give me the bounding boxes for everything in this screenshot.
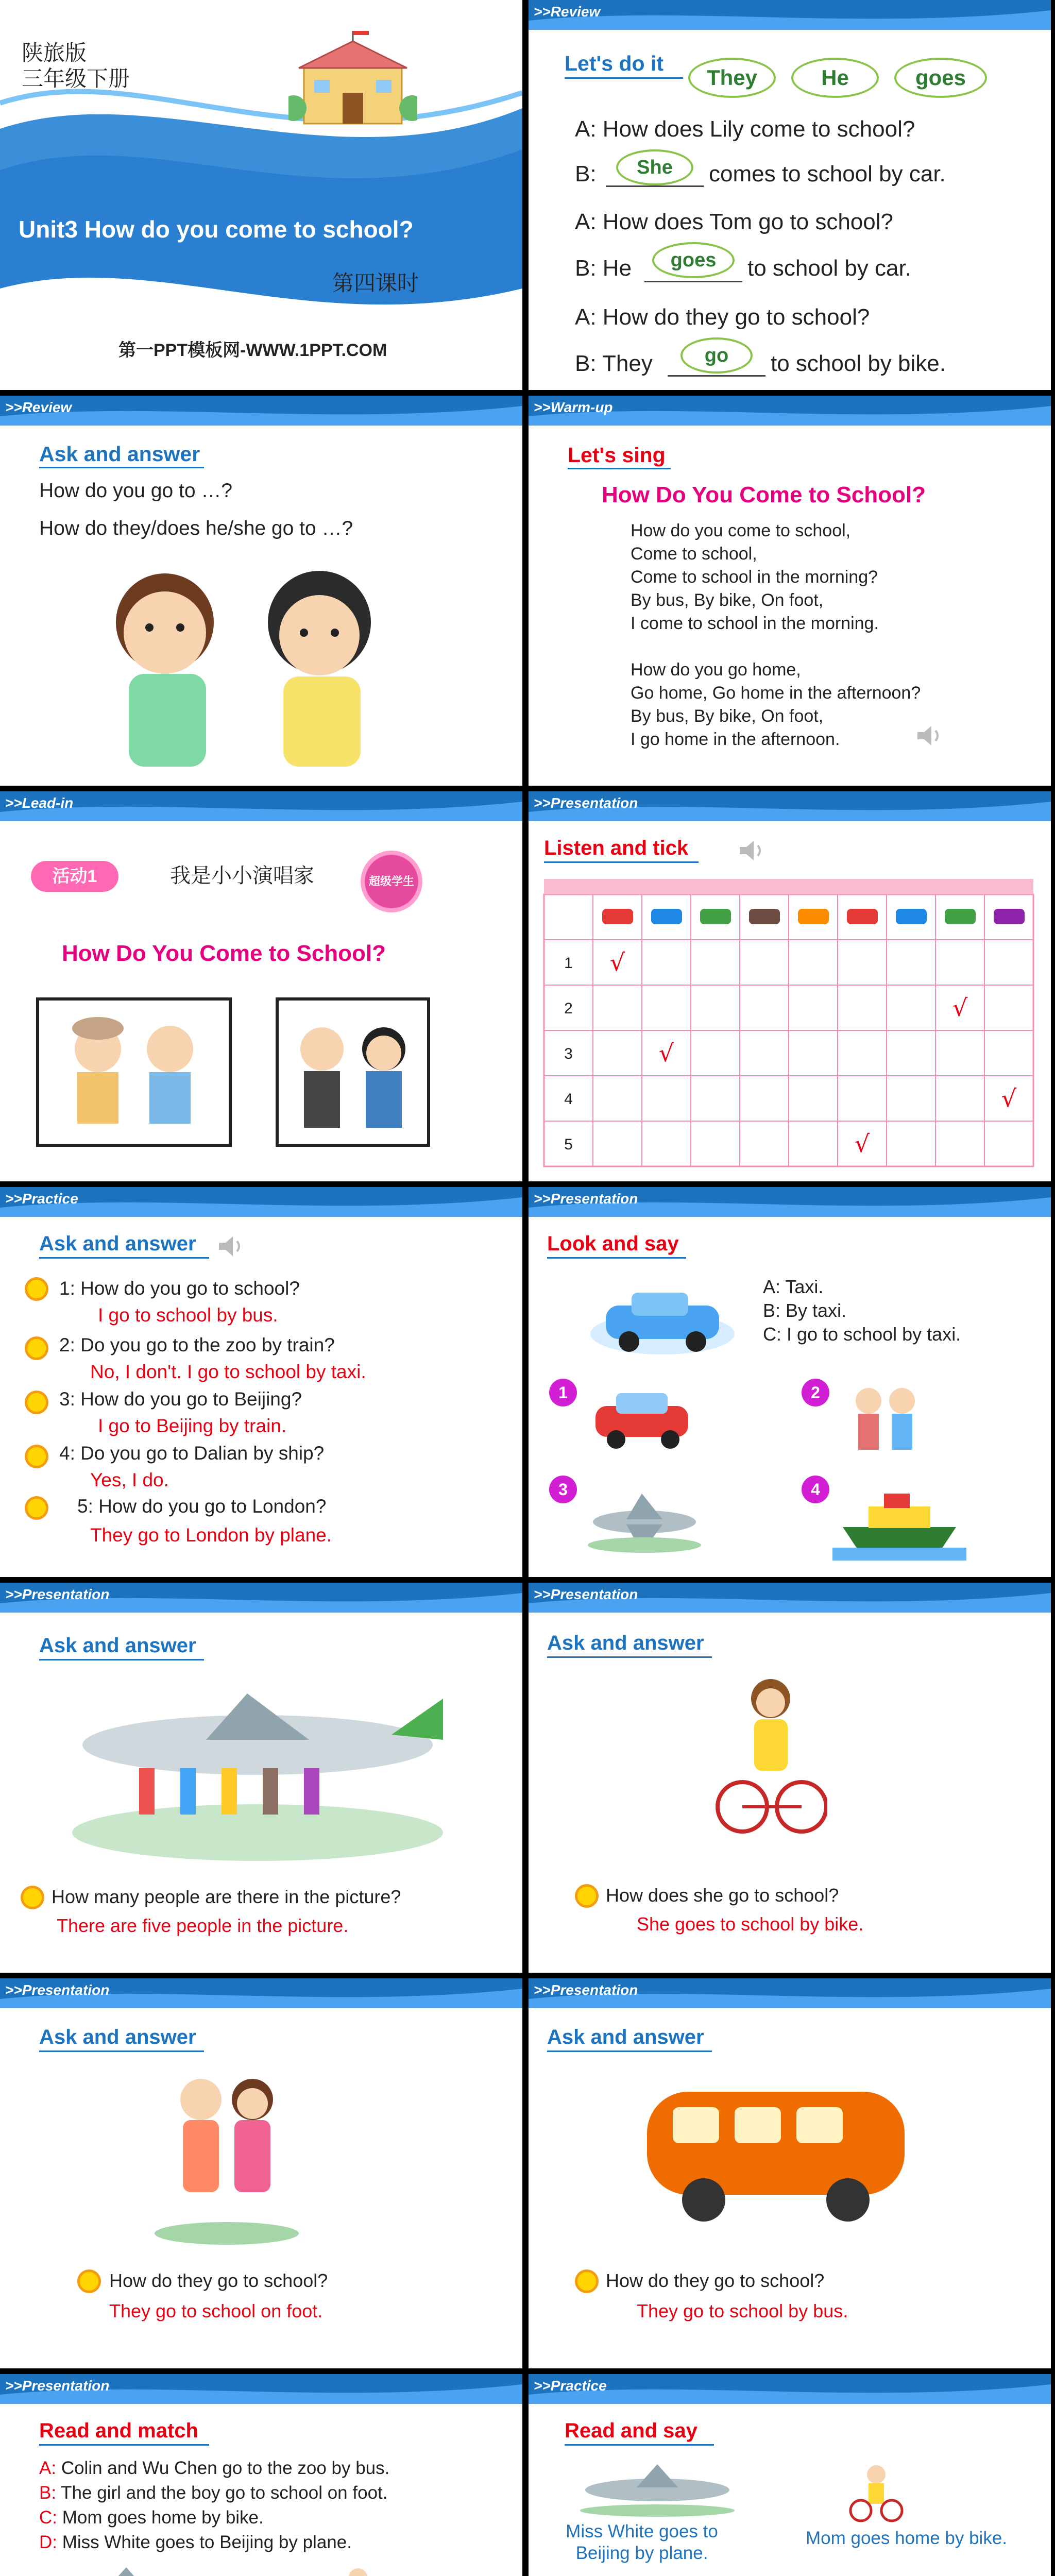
section-label: >>Practice — [5, 1191, 78, 1207]
sun-icon — [25, 1277, 48, 1301]
heading: Ask and answer — [547, 2026, 704, 2048]
slide-look-say[interactable] — [529, 1187, 1051, 1577]
school-building-icon — [288, 31, 417, 134]
line-a2: A: How does Tom go to school? — [575, 209, 893, 234]
blank-2 — [644, 281, 742, 282]
answer-3: I go to Beijing by train. — [98, 1415, 287, 1436]
vehicle-icon — [602, 909, 633, 924]
woman-bike-picture — [714, 1673, 827, 1843]
plane-picture — [580, 2462, 735, 2518]
sun-icon — [25, 1336, 48, 1360]
slide-bike-question[interactable] — [529, 1583, 1051, 1973]
slide-header — [0, 1583, 522, 1613]
slide-listen-tick[interactable] — [529, 791, 1051, 1181]
activity-badge: 活动1 — [31, 861, 118, 892]
sun-icon — [25, 1391, 48, 1414]
super-student-badge: 超级学生 — [361, 851, 422, 912]
vehicle-icon — [651, 909, 682, 924]
kids-walking-picture — [149, 2063, 304, 2249]
vehicle-icon — [994, 909, 1025, 924]
slide-header — [529, 1583, 1051, 1613]
taxi-picture — [585, 1277, 740, 1360]
number-badge-4: 4 — [802, 1476, 829, 1503]
sun-icon — [21, 1886, 44, 1909]
slide-plane-question[interactable] — [0, 1583, 522, 1973]
vehicle-icon — [749, 909, 780, 924]
slide-leadin[interactable] — [0, 791, 522, 1181]
answer: They go to school by bus. — [637, 2300, 848, 2321]
heading: Ask and answer — [547, 1632, 704, 1654]
item-d: D: Miss White goes to Beijing by plane. — [39, 2532, 352, 2552]
question: How many people are there in the picture? — [52, 1886, 401, 1907]
heading: Let's sing — [568, 443, 666, 467]
question-1: 1: How do you go to school? — [59, 1278, 300, 1299]
fill-goes: goes — [652, 242, 735, 278]
red-taxi-picture — [585, 1385, 699, 1458]
line-b1-post: comes to school by car. — [709, 161, 946, 187]
heading: Read and match — [39, 2419, 198, 2442]
heading-underline — [39, 2444, 209, 2446]
song-title: How Do You Come to School? — [62, 941, 386, 966]
slide-read-say[interactable] — [529, 2374, 1051, 2576]
heading: Listen and tick — [544, 837, 689, 859]
heading: Let's do it — [565, 52, 663, 75]
slide-header — [0, 1187, 522, 1217]
plane-picture — [585, 1483, 704, 1561]
section-label: >>Practice — [534, 2378, 607, 2394]
blank-1 — [606, 185, 704, 187]
walking-kids-picture — [838, 1383, 930, 1470]
tick-mark: √ — [609, 948, 625, 976]
lyric-line: By bus, By bike, On foot, — [631, 706, 824, 726]
lyric-line: How do you come to school, — [631, 521, 851, 540]
sun-icon — [575, 1884, 599, 1908]
option-c: C: I go to school by taxi. — [763, 1324, 961, 1345]
line-a3: A: How do they go to school? — [575, 304, 870, 330]
section-label: >>Presentation — [5, 1982, 110, 1998]
heading-underline — [547, 1656, 712, 1658]
heading-underline — [565, 2444, 714, 2446]
sun-icon — [575, 2269, 599, 2293]
slide-header — [529, 396, 1051, 426]
heading-underline — [39, 1659, 204, 1660]
answer-1: I go to school by bus. — [98, 1304, 278, 1326]
heading: Read and say — [565, 2419, 697, 2442]
tick-table[interactable] — [540, 874, 1040, 1178]
tick-mark: √ — [854, 1130, 870, 1158]
speaker-icon[interactable] — [216, 1233, 247, 1259]
heading: Look and say — [547, 1232, 679, 1255]
answer: There are five people in the picture. — [57, 1915, 349, 1936]
heading-underline — [568, 468, 671, 469]
school-bus-picture — [632, 2071, 920, 2241]
section-label: >>Presentation — [534, 1586, 638, 1602]
sun-icon — [77, 2269, 101, 2293]
answer: She goes to school by bike. — [637, 1913, 864, 1935]
singers-picture-2 — [276, 997, 430, 1147]
heading: Ask and answer — [39, 442, 200, 466]
slide-cover[interactable] — [0, 0, 522, 390]
cover-publisher: 陕旅版 — [22, 41, 87, 65]
activity-label: 我是小小演唱家 — [170, 865, 314, 887]
speaker-icon[interactable] — [737, 838, 768, 863]
row-number: 3 — [564, 1045, 573, 1062]
airplane-people-picture — [62, 1678, 453, 1863]
vehicle-icon — [798, 909, 829, 924]
slide-foot-question[interactable] — [0, 1978, 522, 2368]
heading-underline — [547, 2050, 712, 2052]
answer-2: No, I don't. I go to school by taxi. — [90, 1361, 366, 1382]
song-lyrics — [631, 519, 921, 751]
cover-unit-title: Unit3 How do you come to school? — [19, 216, 414, 243]
word-bubble-they[interactable]: They — [688, 58, 776, 98]
section-label: >>Review — [534, 4, 601, 20]
section-label: >>Presentation — [5, 1586, 110, 1602]
song-title: How Do You Come to School? — [602, 482, 926, 507]
cover-grade: 三年级下册 — [22, 66, 130, 91]
answer: They go to school on foot. — [109, 2300, 323, 2321]
slide-header — [0, 791, 522, 821]
vehicle-icon — [945, 909, 976, 924]
slide-read-match[interactable] — [0, 2374, 522, 2576]
heading-underline — [39, 1257, 209, 1259]
slide-header — [529, 1978, 1051, 2008]
slide-review-ask-answer[interactable] — [0, 396, 522, 786]
row-number: 5 — [564, 1136, 573, 1153]
row-number: 1 — [564, 955, 573, 972]
plane-picture — [49, 2565, 203, 2576]
fill-go: go — [680, 337, 753, 374]
section-label: >>Presentation — [5, 2378, 110, 2394]
caption-plane: Miss White goes to Beijing by plane. — [566, 2521, 718, 2563]
lyric-line: By bus, By bike, On foot, — [631, 590, 824, 610]
slide-bus-question[interactable] — [529, 1978, 1051, 2368]
item-c: C: Mom goes home by bike. — [39, 2507, 264, 2528]
section-label: >>Warm-up — [534, 399, 613, 415]
section-label: >>Presentation — [534, 1191, 638, 1207]
option-a: A: Taxi. — [763, 1276, 824, 1297]
question-2: How do they/does he/she go to …? — [39, 517, 353, 539]
lyric-line — [631, 635, 921, 658]
heading: Ask and answer — [39, 2026, 196, 2048]
question-3: 3: How do you go to Beijing? — [59, 1388, 302, 1410]
sun-icon — [25, 1445, 48, 1468]
heading-underline — [544, 861, 699, 863]
section-label: >>Presentation — [534, 1982, 638, 1998]
number-badge-3: 3 — [549, 1476, 577, 1503]
cover-site: 第一PPT模板网-WWW.1PPT.COM — [118, 341, 387, 360]
lyric-line: Go home, Go home in the afternoon? — [631, 683, 921, 703]
question-2: 2: Do you go to the zoo by train? — [59, 1334, 335, 1355]
heading-underline — [39, 467, 204, 468]
line-b3-post: to school by bike. — [771, 351, 946, 376]
row-number: 2 — [564, 1000, 573, 1017]
lyric-line: Come to school in the morning? — [631, 567, 878, 587]
row-number: 4 — [564, 1091, 573, 1108]
slide-header — [529, 1187, 1051, 1217]
tick-mark: √ — [658, 1039, 674, 1067]
heading: Ask and answer — [39, 1232, 196, 1255]
item-a: A: Colin and Wu Chen go to the zoo by bus. — [39, 2458, 390, 2478]
number-badge-2: 2 — [802, 1379, 829, 1406]
bike-picture — [330, 2565, 386, 2576]
tick-mark: √ — [1001, 1084, 1017, 1112]
line-b2-pre: B: He — [575, 256, 632, 281]
bike-picture — [848, 2462, 905, 2523]
notebook-spiral — [544, 879, 1033, 894]
answer-4: Yes, I do. — [90, 1469, 169, 1490]
slide-header — [529, 2374, 1051, 2404]
vehicle-icon — [847, 909, 878, 924]
singers-picture-1 — [36, 997, 232, 1147]
slide-header — [529, 0, 1051, 30]
caption-bike: Mom goes home by bike. — [806, 2528, 1008, 2548]
number-badge-1: 1 — [549, 1379, 577, 1406]
slide-header — [0, 396, 522, 426]
speaker-icon[interactable] — [915, 723, 946, 749]
line-a1: A: How does Lily come to school? — [575, 116, 915, 142]
slide-warmup-lets-sing[interactable] — [529, 396, 1051, 786]
slide-header — [0, 2374, 522, 2404]
fill-she: She — [616, 149, 693, 185]
word-bubble-goes[interactable]: goes — [894, 58, 987, 98]
question-5: 5: How do you go to London? — [77, 1496, 327, 1517]
lyric-line: How do you go home, — [631, 660, 801, 680]
question: How do they go to school? — [109, 2270, 328, 2291]
answer-5: They go to London by plane. — [90, 1524, 332, 1546]
question: How do they go to school? — [606, 2270, 825, 2291]
option-b: B: By taxi. — [763, 1300, 847, 1321]
section-label: >>Lead-in — [5, 795, 74, 811]
vehicle-icon — [896, 909, 927, 924]
lyric-line: I go home in the afternoon. — [631, 730, 840, 749]
item-b: B: The girl and the boy go to school on foot. — [39, 2483, 388, 2503]
ship-picture — [832, 1486, 966, 1563]
word-bubble-he[interactable]: He — [791, 58, 879, 98]
lyric-line: I come to school in the morning. — [631, 614, 879, 633]
line-b3-pre: B: They — [575, 351, 653, 376]
section-label: >>Presentation — [534, 795, 638, 811]
line-b1-pre: B: — [575, 161, 597, 187]
lyric-line: Come to school, — [631, 544, 757, 564]
heading-underline — [565, 77, 683, 79]
heading-underline — [39, 2050, 204, 2052]
slide-header — [0, 1978, 522, 2008]
tick-mark: √ — [952, 994, 968, 1022]
question: How does she go to school? — [606, 1885, 839, 1906]
question-1: How do you go to …? — [39, 480, 233, 502]
heading-underline — [547, 1257, 686, 1259]
slide-practice-ask-answer[interactable] — [0, 1187, 522, 1577]
line-b2-post: to school by car. — [747, 256, 911, 281]
slide-header — [529, 791, 1051, 821]
cover-lesson: 第四课时 — [332, 271, 419, 295]
slide-review-lets-do-it[interactable] — [529, 0, 1051, 390]
question-4: 4: Do you go to Dalian by ship? — [59, 1443, 325, 1464]
sun-icon — [25, 1496, 48, 1520]
heading: Ask and answer — [39, 1634, 196, 1657]
blank-3 — [668, 375, 765, 377]
section-label: >>Review — [5, 399, 72, 415]
kids-talking-illustration — [88, 561, 417, 777]
vehicle-icon — [700, 909, 731, 924]
